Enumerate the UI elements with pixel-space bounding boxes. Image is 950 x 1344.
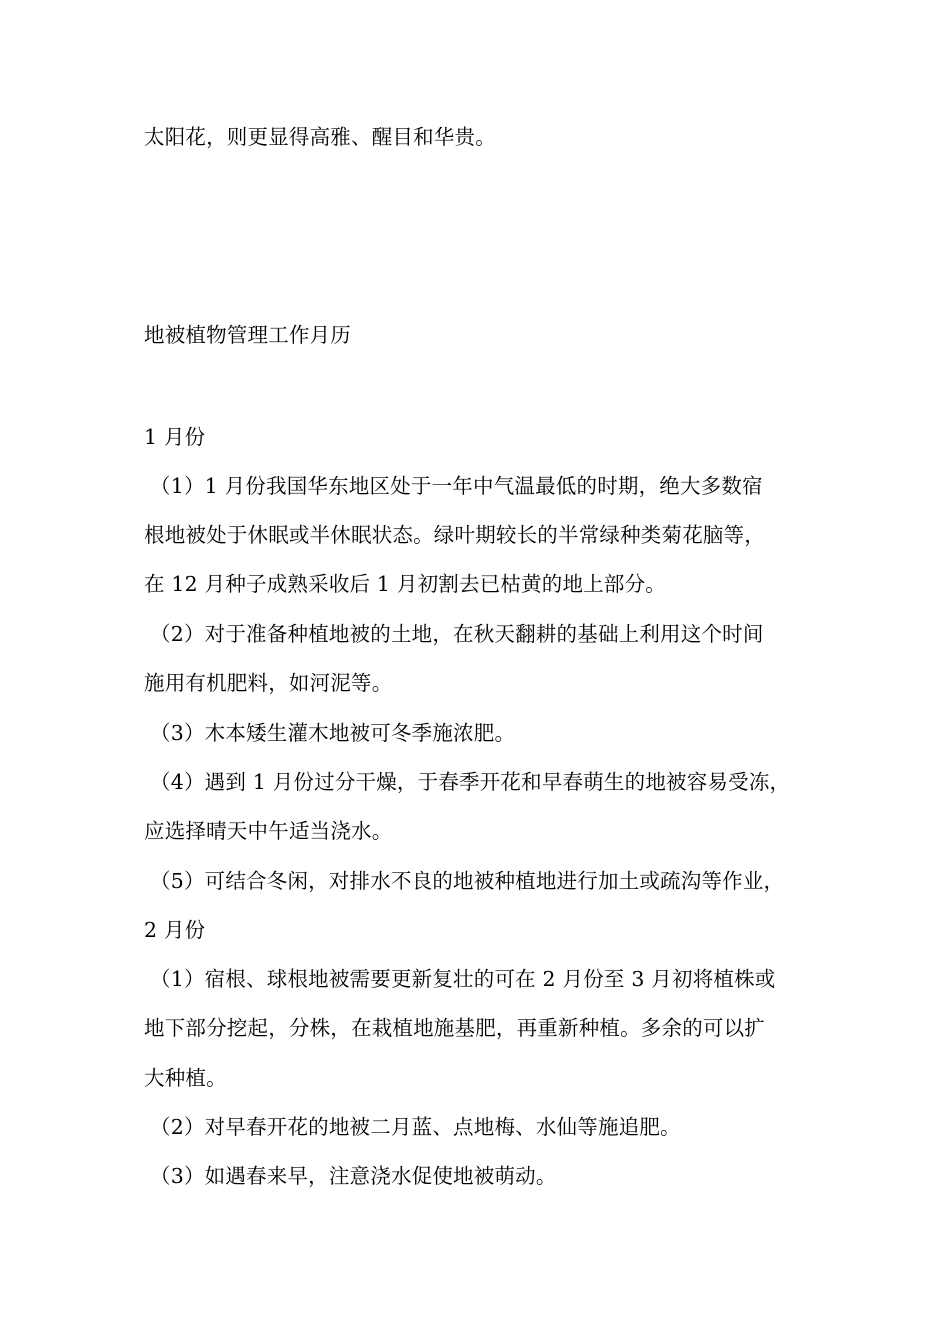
text-line: 应选择晴天中午适当浇水。 (144, 819, 393, 843)
text-line: （3）木本矮生灌木地被可冬季施浓肥。 (150, 721, 516, 745)
section-title: 地被植物管理工作月历 (144, 323, 351, 347)
text-line: （4）遇到 1 月份过分干燥，于春季开花和早春萌生的地被容易受冻， (150, 770, 791, 794)
text-line: （3）如遇春来早，注意浇水促使地被萌动。 (150, 1164, 557, 1188)
text-line: 地下部分挖起，分株，在栽植地施基肥，再重新种植。多余的可以扩 (144, 1016, 765, 1040)
month-heading: 1 月份 (144, 425, 206, 449)
text-line: 大种植。 (144, 1066, 227, 1090)
text-line: 在 12 月种子成熟采收后 1 月初割去已枯黄的地上部分。 (144, 572, 666, 596)
month-heading: 2 月份 (144, 918, 206, 942)
text-line: 施用有机肥料，如河泥等。 (144, 671, 393, 695)
text-line: （1）1 月份我国华东地区处于一年中气温最低的时期，绝大多数宿 (150, 474, 763, 498)
text-line: （2）对于准备种植地被的土地，在秋天翻耕的基础上利用这个时间 (150, 622, 764, 646)
text-line: 太阳花，则更显得高雅、醒目和华贵。 (144, 125, 496, 149)
text-line: 根地被处于休眠或半休眠状态。绿叶期较长的半常绿种类菊花脑等， (144, 523, 765, 547)
text-line: （5）可结合冬闲，对排水不良的地被种植地进行加土或疏沟等作业， (150, 869, 785, 893)
text-line: （2）对早春开花的地被二月蓝、点地梅、水仙等施追肥。 (150, 1115, 681, 1139)
text-line: （1）宿根、球根地被需要更新复壮的可在 2 月份至 3 月初将植株或 (150, 967, 776, 991)
